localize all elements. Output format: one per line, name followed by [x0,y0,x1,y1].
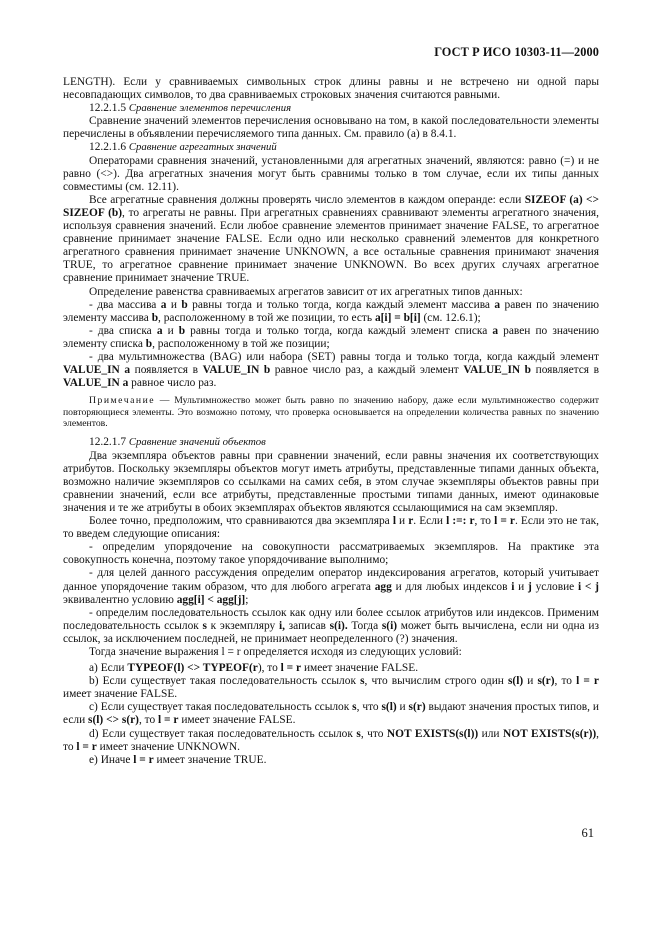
paragraph: Тогда значение выражения l = r определяется исходя из следующих условий: [89,645,462,658]
section-heading-12-2-1-6: 12.2.1.6 Сравнение агрегатных значений [89,141,277,154]
paragraph: Операторами сравнения значений, установленными для агрегатных значений, являются: равно (=) и не равно (<>). Два агрегатных значения могут быть сравнимы только в том случае, если их типы данных совместимы (см. 12.11). [63,154,599,193]
condition-a: а) Если TYPEOF(l) <> TYPEOF(r), то l = r имеет значение FALSE. [89,662,419,675]
condition-e: е) Иначе l = r имеет значение TRUE. [89,753,267,766]
section-heading-12-2-1-5: 12.2.1.5 Сравнение элементов перечисления [89,102,292,115]
list-item: - определим последовательность ссылок как одну или более ссылок атрибутов или индексов. Применим последовательность ссылок s к экземпляру i, записав s(i). Тогда s(i) может быть вычислена, если ни одна из ссылок, за исключением последней, не принимает неопределенного (?) значения. [63,606,600,645]
paragraph: Сравнение значений элементов перечисления основывано на том, в какой последовательности элементы перечислены в объявлении перечисляемого типа данных. См. правило (а) в 8.4.1. [63,115,599,141]
condition-d: d) Если существует такая последовательность ссылок s, что NOT EXISTS(s(l)) или NOT EXISTS(s(r)), то l = r имеет значение UNKNOWN. [63,727,600,753]
note: Примечание — Мультимножество может быть равно по значению набору, даже если мультимножество содержит повторяющиеся элементы. Это возможно потому, что проверка основывается на определении количества равных по значению элементов. [63,395,599,430]
page-number: 61 [581,826,594,840]
document-id-header: ГОСТ Р ИСО 10303-11—2000 [434,45,599,59]
section-heading-12-2-1-7: 12.2.1.7 Сравнение значений объектов [89,436,266,449]
list-item: - два мультимножества (BAG) или набора (SET) равны тогда и только тогда, когда каждый элемент VALUE_IN a появляется в VALUE_IN b равное число раз, а каждый элемент VALUE_IN b появляется в VALUE_IN a равное число раз. [63,350,599,390]
body-text [63,76,599,767]
list-item: - два списка a и b равны тогда и только тогда, когда каждый элемент списка a равен по значению элементу списка b, расположенному в той же позиции; [63,324,600,350]
paragraph: Определение равенства сравниваемых агрегатов зависит от их агрегатных типов данных: [89,285,523,298]
document-page [63,30,599,920]
condition-c: c) Если существует такая последовательность ссылок s, что s(l) и s(r) выдают значения простых типов, и если s(l) <> s(r), то l = r имеет значение FALSE. [63,701,600,727]
list-item: - два массива a и b равны тогда и только тогда, когда каждый элемент массива a равен по значению элементу массива b, расположенному в той же позиции, то есть a[i] = b[i] (см. 12.6.1); [63,298,600,324]
paragraph: LENGTH). Если у сравниваемых символьных строк длины равны и не встречено ни одной пары несовпадающих символов, то два сравниваемых строковых значения считаются равными. [63,76,599,102]
list-item: - определим упорядочение на совокупности рассматриваемых экземпляров. На практике эта совокупность конечна, поэтому такое упорядочивание выполнимо; [63,541,599,567]
paragraph: Два экземпляра объектов равны при сравнении значений, если равны значения их соответствующих атрибутов. Поскольку экземпляры объектов могут иметь атрибуты, представленные типами данных объекта, возможно наличие экземпляров со ссылками на самих себя, в этом случае экземпляры объектов равны при сравнении значений, если все атрибуты, представленные простыми типами данных, имеют одинаковые значения и те же атрибуты в обоих экземплярах объектов являются ссылающимися на сам экземпляр. [63,449,599,514]
paragraph: Все агрегатные сравнения должны проверять число элементов в каждом операнде: если SIZEOF (a) <> SIZEOF (b), то агрегаты не равны. При агрегатных сравнениях сравнивают элементы агрегатного значения, используя сравнения значений. Если любое сравнение элементов принимает значение FALSE, то агрегатное сравнение принимает значение FALSE. Если одно или несколько сравнений элементов для конкретного агрегатного сравнения принимает значение UNKNOWN, а все остальные сравнения принимают значения TRUE, то агрегатное сравнение принимает значение UNKNOWN. Во всех других случаях агрегатное сравнение принимает значение TRUE. [63,193,599,285]
list-item: - для целей данного рассуждения определим оператор индексирования агрегатов, который учитывает данное упорядочение таким образом, что для любого агрегата agg и для любых индексов i и j условие i < j эквивалентно условию agg[i] < agg[j]; [63,567,599,606]
condition-b: b) Если существует такая последовательность ссылок s, что вычислим строго один s(l) и s(r), то l = r имеет значение FALSE. [63,675,599,701]
paragraph: Более точно, предположим, что сравниваются два экземпляра l и r. Если l :=: r, то l = r. Если это не так, то введем следующие описания: [63,515,599,541]
